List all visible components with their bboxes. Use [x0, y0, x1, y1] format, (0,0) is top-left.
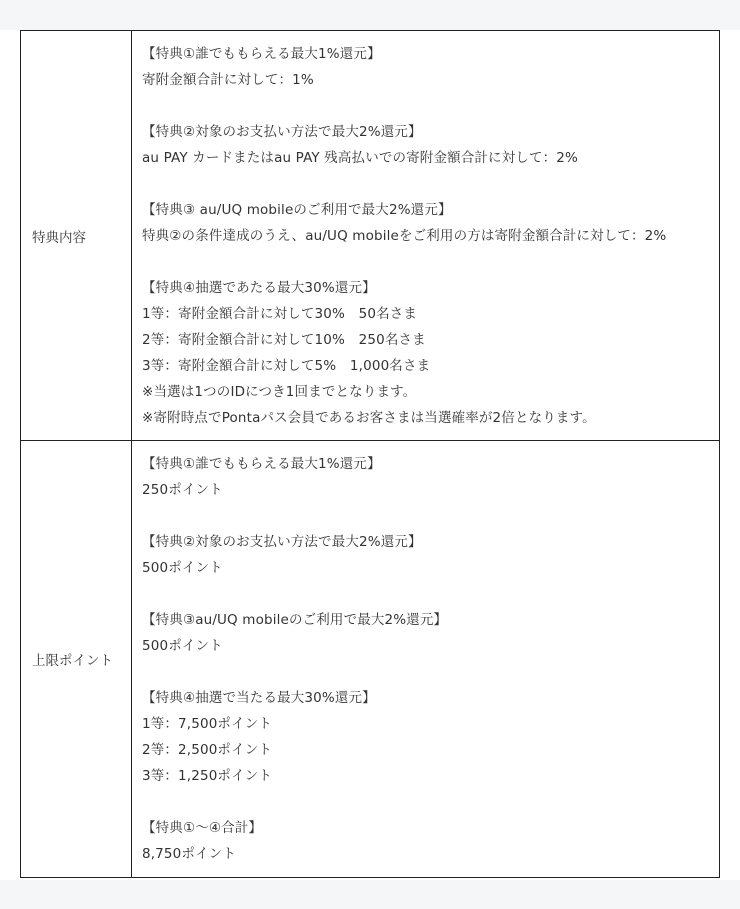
- limit-3-value: 500ポイント: [142, 638, 223, 654]
- benefit-1-detail: 寄附金額合計に対して：1%: [142, 71, 314, 88]
- row-label: [21, 441, 132, 878]
- spacer: [142, 171, 709, 197]
- limit-4-1st: 1等：7,500ポイント: [142, 716, 273, 732]
- benefit-3-heading: 【特典③ au/UQ mobileのご利用で最大2%還元】: [142, 201, 452, 218]
- limit-1-heading: 【特典①誰でももらえる最大1%還元】: [142, 456, 381, 472]
- limit-2-value: 500ポイント: [142, 560, 223, 576]
- limit-1-value: 250ポイント: [142, 482, 223, 498]
- note-one-per-id: ※当選は1つのIDにつき1回までとなります。: [142, 383, 417, 400]
- limit-3-heading: 【特典③au/UQ mobileのご利用で最大2%還元】: [142, 612, 448, 628]
- total-value: 8,750ポイント: [142, 846, 236, 862]
- spacer: [142, 93, 709, 119]
- prize-2nd: 2等：寄附金額合計に対して10% 250名さま: [142, 331, 426, 348]
- row-content: [132, 441, 720, 878]
- benefits-table: [20, 30, 720, 878]
- spacer: [142, 581, 709, 607]
- row-content: [132, 31, 720, 441]
- benefit-4-heading: 【特典④抽選であたる最大30%還元】: [142, 279, 376, 296]
- row-label: [21, 31, 132, 441]
- total-heading: 【特典①～④合計】: [142, 820, 263, 836]
- spacer: [142, 503, 709, 529]
- row-label-text: 特典内容: [32, 229, 86, 246]
- page: [0, 30, 740, 880]
- spacer: [142, 249, 709, 275]
- limit-4-2nd: 2等：2,500ポイント: [142, 742, 273, 758]
- limit-4-3rd: 3等：1,250ポイント: [142, 768, 273, 784]
- table-row-point-limits: [21, 441, 720, 878]
- spacer: [142, 659, 709, 685]
- benefit-1-heading: 【特典①誰でももらえる最大1%還元】: [142, 45, 381, 62]
- benefit-3-detail: 特典②の条件達成のうえ、au/UQ mobileをご利用の方は寄附金額合計に対して：2%: [142, 227, 667, 244]
- spacer: [142, 789, 709, 815]
- prize-1st: 1等：寄附金額合計に対して30% 50名さま: [142, 305, 418, 322]
- note-ponta-pass: ※寄附時点でPontaパス会員であるお客さまは当選確率が2倍となります。: [142, 409, 596, 426]
- limit-4-heading: 【特典④抽選で当たる最大30%還元】: [142, 690, 376, 706]
- prize-3rd: 3等：寄附金額合計に対して5% 1,000名さま: [142, 357, 431, 374]
- row-label-text: 上限ポイント: [32, 653, 113, 669]
- limit-2-heading: 【特典②対象のお支払い方法で最大2%還元】: [142, 534, 422, 550]
- benefit-2-detail: au PAY カードまたはau PAY 残高払いでの寄附金額合計に対して：2%: [142, 149, 579, 166]
- table-row-benefit-details: [21, 31, 720, 441]
- benefit-2-heading: 【特典②対象のお支払い方法で最大2%還元】: [142, 123, 422, 140]
